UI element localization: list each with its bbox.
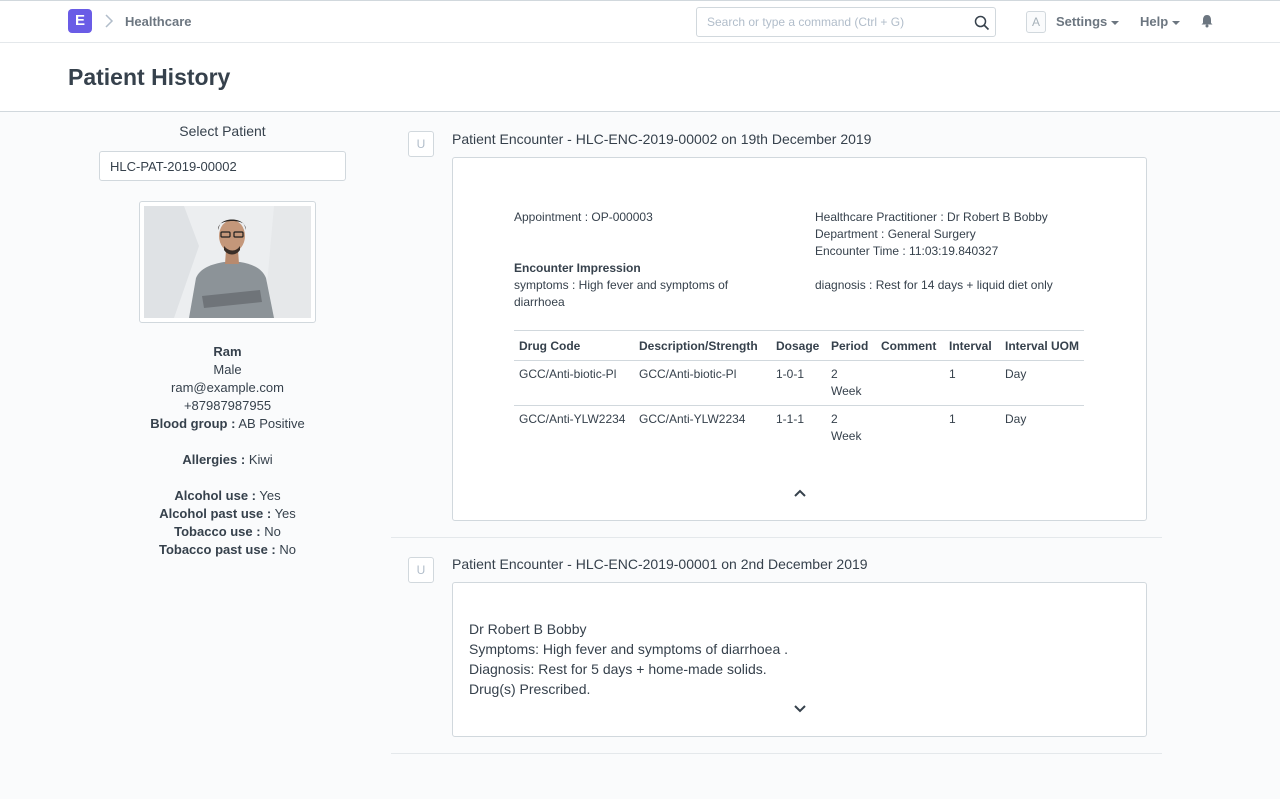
allergies: Allergies : Kiwi [182, 452, 273, 467]
search-box[interactable] [696, 7, 996, 37]
appointment: Appointment : OP-000003 [514, 210, 653, 224]
user-avatar[interactable]: A [1026, 11, 1046, 33]
col-description: Description/Strength [634, 331, 771, 361]
settings-menu[interactable] [1056, 14, 1119, 29]
encounter-heading[interactable]: Patient Encounter - HLC-ENC-2019-00001 on 2nd December 2019 [452, 556, 868, 572]
col-interval: Interval [944, 331, 1000, 361]
bell-icon[interactable] [1200, 14, 1214, 28]
cell-dosage: 1-1-1 [776, 412, 805, 426]
summary-diagnosis: Diagnosis: Rest for 5 days + home-made solids. [469, 661, 767, 677]
search-icon[interactable] [974, 15, 990, 31]
cell-drug-code: GCC/Anti-biotic-Pl [514, 361, 634, 406]
help-label: Help [1140, 14, 1169, 29]
cell-interval-uom: Day [1005, 412, 1027, 426]
search-input[interactable] [707, 15, 967, 29]
table-row [514, 406, 1084, 451]
encounter-card [452, 582, 1147, 737]
alcohol-use: Alcohol use : Yes [174, 488, 281, 503]
table-header-row [514, 331, 1084, 361]
col-drug-code: Drug Code [514, 331, 634, 361]
encounter-card [452, 157, 1147, 521]
caret-down-icon [1111, 21, 1119, 25]
page-title: Patient History [68, 64, 231, 90]
col-period: Period [826, 331, 876, 361]
col-dosage: Dosage [771, 331, 826, 361]
timeline-user-icon: U [408, 557, 434, 583]
chevron-up-icon[interactable] [793, 488, 807, 498]
impression-title: Encounter Impression [514, 261, 641, 275]
cell-description: GCC/Anti-biotic-Pl [634, 361, 771, 406]
select-patient-label: Select Patient [179, 123, 266, 139]
summary-drugs: Drug(s) Prescribed. [469, 681, 591, 697]
cell-description: GCC/Anti-YLW2234 [639, 412, 746, 426]
cell-interval-uom: Day [1000, 361, 1084, 406]
drug-table [514, 330, 1084, 451]
help-menu[interactable] [1140, 14, 1180, 29]
diagnosis: diagnosis : Rest for 14 days + liquid diet only [815, 278, 1053, 292]
timeline-divider [391, 537, 1162, 538]
tobacco-use: Tobacco use : No [174, 524, 281, 539]
cell-period: 2 Week [826, 361, 876, 406]
patient-photo [144, 206, 311, 318]
breadcrumb-healthcare[interactable]: Healthcare [125, 14, 192, 29]
cell-comment [876, 361, 944, 406]
table-row [514, 361, 1084, 406]
patient-phone: +87987987955 [183, 398, 272, 413]
summary-practitioner: Dr Robert B Bobby [469, 621, 587, 637]
chevron-down-icon[interactable] [793, 704, 807, 714]
blood-group: Blood group : AB Positive [150, 416, 305, 431]
cell-drug-code: GCC/Anti-YLW2234 [519, 412, 626, 426]
tobacco-past-use: Tobacco past use : No [158, 542, 297, 557]
cell-comment [876, 406, 944, 451]
patient-field[interactable]: HLC-PAT-2019-00002 [99, 151, 346, 181]
summary-symptoms: Symptoms: High fever and symptoms of diarrhoea . [469, 641, 789, 657]
patient-email: ram@example.com [171, 380, 284, 395]
patient-photo-frame [139, 201, 316, 323]
alcohol-past-use: Alcohol past use : Yes [159, 506, 296, 521]
encounter-time: Encounter Time : 11:03:19.840327 [815, 244, 999, 258]
encounter-heading[interactable]: Patient Encounter - HLC-ENC-2019-00002 on 19th December 2019 [452, 131, 872, 147]
navbar [0, 0, 1280, 43]
cell-interval: 1 [944, 361, 1000, 406]
practitioner: Healthcare Practitioner : Dr Robert B Bobby [815, 210, 1048, 224]
encounter-summary [469, 619, 788, 699]
symptoms: symptoms : High fever and symptoms of diarrhoea [514, 278, 729, 309]
patient-gender: Male [213, 362, 242, 377]
app-logo[interactable]: E [68, 9, 92, 33]
cell-dosage: 1-0-1 [771, 361, 826, 406]
col-comment: Comment [876, 331, 944, 361]
cell-interval: 1 [949, 412, 956, 426]
col-interval-uom: Interval UOM [1000, 331, 1084, 361]
department: Department : General Surgery [815, 227, 976, 241]
timeline-divider [391, 753, 1162, 754]
timeline-user-icon: U [408, 131, 434, 157]
page-head [0, 43, 1280, 112]
caret-down-icon [1172, 21, 1180, 25]
cell-period: 2 Week [831, 412, 862, 443]
settings-label: Settings [1056, 14, 1108, 29]
chevron-right-icon [104, 13, 114, 29]
patient-name: Ram [213, 344, 242, 359]
